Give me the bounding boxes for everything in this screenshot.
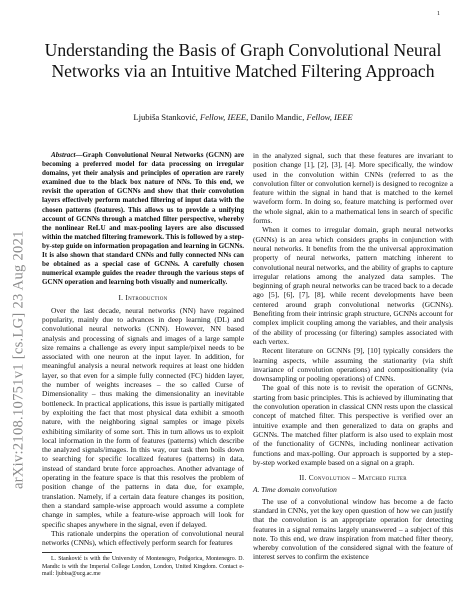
author-footnote: L. Stanković is with the University of Montenegro, Podgorica, Montenegro. D. Mandic is with the Imperial College London, London, United Kingdom. Contact e-mail: ljubisa@ucg.ac.me [42,556,244,577]
paper-title: Understanding the Basis of Graph Convolutional Neural Networks via an Intuitive Matched Filtering Approach [44,40,442,81]
footnote-divider [42,552,112,553]
right-column [253,151,453,562]
author-line: Ljubiša Stanković, Fellow, IEEE, Danilo Mandic, Fellow, IEEE [133,112,353,122]
author-1-affiliation: Fellow, IEEE [199,112,247,122]
section-heading-convolution: II. Convolution – Matched filter [299,473,407,483]
author-1-name: Ljubiša Stanković [133,112,196,122]
abstract-label: Abstract [51,151,76,159]
body-paragraph-3: Recent literature on GCNNs [9], [10] typically considers the learning aspects, while assuming the stationarity (via shift invariance of convolution operations) and compositionality (via downsampling or pooling operations) of CNNs. [253,346,453,384]
body-paragraph-4: The goal of this note is to revisit the operation of GCNNs, starting from basic principles. This is achieved by illuminating that the convolution operation in classical CNN rests upon the classical concept of matched filter. This perspective is verified over an intuitive example and then generalized to data on graphs and GCNNs. The matched filter platform is also used to explain most of the functionality of GCNNs, including nonlinear activation functions and max-polling. Our approach is supported by a step-by-step worked example based on a signal on a graph. [253,383,453,467]
arxiv-identifier[interactable]: arXiv:2108.10751v1 [cs.LG] 23 Aug 2021 [10,230,27,490]
author-2-name: Danilo Mandic [250,112,303,122]
abstract-text: Graph Convolutional Neural Networks (GCNN) are becoming a preferred model for data processing on irregular domains, yet their analysis and principles of operation are rarely examined due to the black box nature of NNs. To this end, we revisit the operation of GCNNs and show that their convolution layers effectively perform matched filtering of input data with the chosen patterns (features). This allows us to provide a unifying account of GCNNs through a matched filter perspective, whereby the nonlinear ReLU and max-pooling layers are also discussed within the matched filtering framework. This is followed by a step-by-step guide on information propagation and learning in GCNNs. It is also shown that standard CNNs and fully connected NNs can be obtained as a special case of GCNNs. A carefully chosen numerical example guides the reader through the various steps of GCNN operation and learning both visually and numerically. [42,151,244,287]
intro-paragraph-1: Over the last decade, neural networks (NN) have regained popularity, mainly due to advances in deep learning (DL) and convolutional neural networks (CNN). However, NN based analysis and processing of signals and images of a large sample size remains a challenge as every input sample/pixel needs to be associated with one neuron at the input layer. In addition, for meaningful analysis a neural network requires at least one hidden layer, so that even for a simple fully connected (FC) hidden layer, the number of weights increases – the so called Curse of Dimensionality – thus making the dimensionality an inevitable bottleneck. In practical applications, this issue is partially mitigated by exploiting the fact that most physical data exhibit a smooth nature, with the neighboring signal samples or image pixels exhibiting similarity of some sort. This in turn allows us to exploit local information in the form of features (patterns) which describe the analyzed signals/images. In this way, our task then boils down to searching for specific localized features (patterns) in data, instead of standard brute force approaches. Another advantage of operating in the feature space is that this resolves the problem of position change of the patterns in data due, for example, translation. Namely, if a certain data feature changes its position, then a standard sample-wise approach would assume a complete change in samples, while a feature-wise approach will look for specific shapes anywhere in the signal, even if delayed. [42,305,244,529]
section-heading-introduction: I. Introduction [118,293,168,303]
page-number: 1 [437,11,440,17]
intro-paragraph-2: This rationale underpins the operation of convolutional neural networks (CNNs), which effectively perform search for features [42,528,244,548]
left-column [42,151,244,578]
subsection-heading-time-domain: A. Time domain convolution [253,485,337,495]
body-paragraph-5: The use of a convolutional window has become a de facto standard in CNNs, yet the key open question of how we can justify that the convolution is an appropriate operation for detecting features in a signal remains largely unanswered – a subject of this note. To this end, we draw inspiration from matched filter theory, whereby convolution of the considered signal with the feature of interest serves to confirm the existence [253,496,453,562]
body-paragraph-1: in the analyzed signal, such that these features are invariant to position change [1], [2], [3], [4]. More specifically, the window used in the convolution within CNNs (referred to as the convolution filter or convolution kernel) is designed to recognize a feature within the signal in hand that is matched to the kernel waveform form. In doing so, feature matching is performed over the whole signal, akin to a mathematical lens in search of specific forms. [253,151,453,226]
body-paragraph-2: When it comes to irregular domain, graph neural networks (GNNs) is an area which considers graphs in conjunction with neural networks. It benefits from the the universal approximation property of neural networks, pattern matching inherent to convolutional neural networks, and the ability of graphs to capture irregular relations among the analyzed data samples. The beginning of graph neural networks can be traced back to a decade ago [5], [6], [7], [8], while recent developments have been centered around graph convolutional networks (GCNNs). Benefiting from their intrinsic graph structure, GCNNs account for complex implicit coupling among the variables, and their analysis of the ability of processing (or filtering) samples associated with each vertex. [253,225,453,346]
abstract: Abstract—Graph Convolutional Neural Networks (GCNN) are becoming a preferred model for data processing on irregular domains, yet their analysis and principles of operation are rarely examined due to the black box nature of NNs. To this end, we revisit the operation of GCNNs and show that their convolution layers effectively perform matched filtering of input data with the chosen patterns (features). This allows us to provide a unifying account of GCNNs through a matched filter perspective, whereby the nonlinear ReLU and max-pooling layers are also discussed within the matched filtering framework. This is followed by a step-by-step guide on information propagation and learning in GCNNs. It is also shown that standard CNNs and fully connected NNs can be obtained as a special case of GCNNs. A carefully chosen numerical example guides the reader through the various steps of GCNN operation and learning both visually and numerically. [42,151,244,287]
author-2-affiliation: Fellow, IEEE [306,112,353,122]
